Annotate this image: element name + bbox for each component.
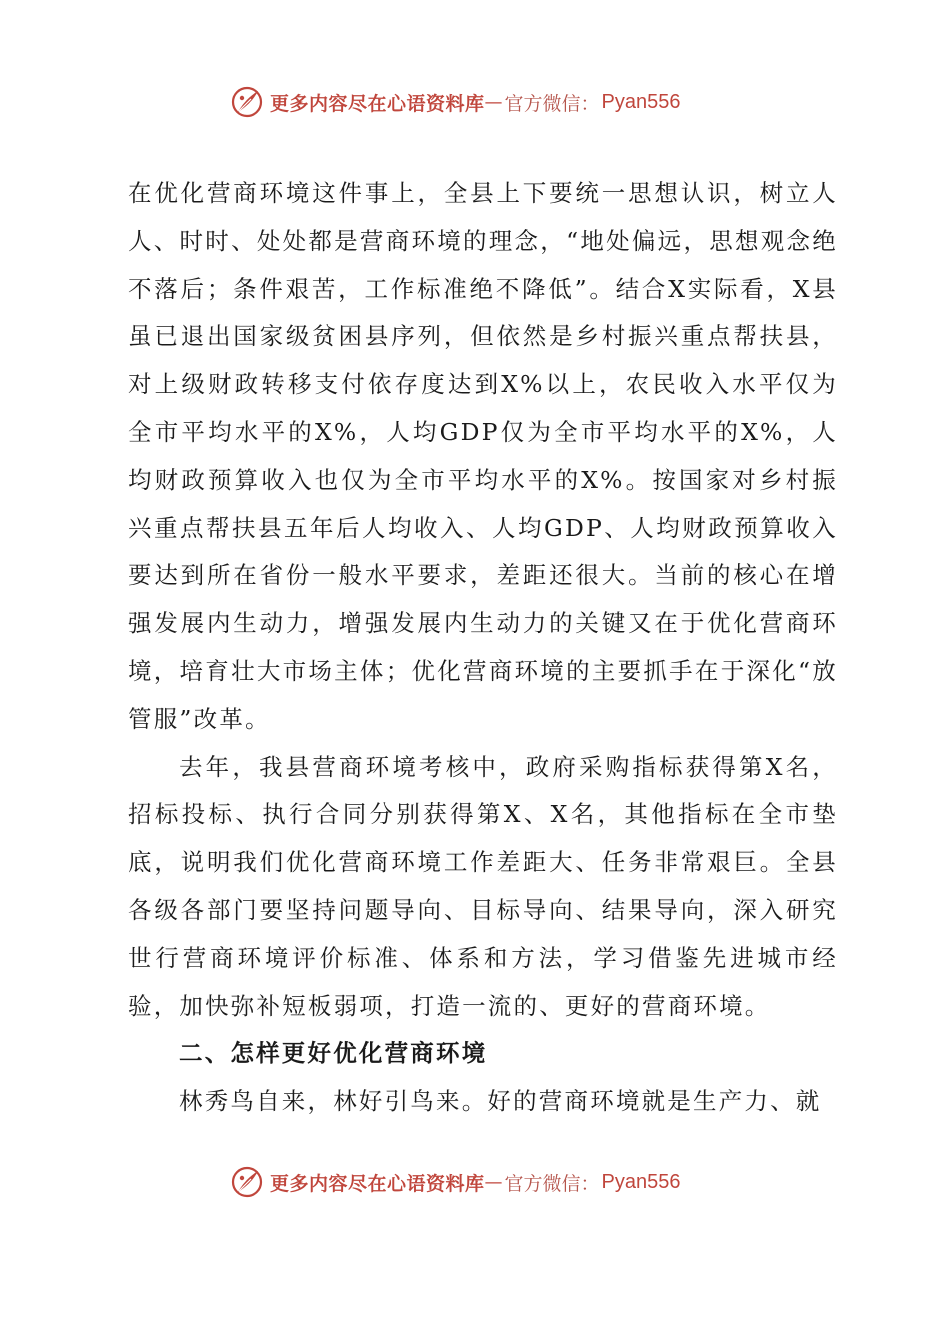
- banner-wechat-id: Pyan556: [601, 1170, 681, 1193]
- document-body: [128, 170, 838, 1126]
- body-paragraph: 在优化营商环境这件事上，全县上下要统一思想认识，树立人人、时时、处处都是营商环境的理念，“地处偏远，思想观念绝不落后；条件艰苦，工作标准绝不降低”。结合X实际看，X县虽已退出国家级贫困县序列，但依然是乡村振兴重点帮扶县，对上级财政转移支付依存度达到X%以上，农民收入水平仅为全市平均水平的X%，人均GDP仅为全市平均水平的X%，人均财政预算收入也仅为全市平均水平的X%。按国家对乡村振兴重点帮扶县五年后人均收入、人均GDP、人均财政预算收入要达到所在省份一般水平要求，差距还很大。当前的核心在增强发展内生动力，增强发展内生动力的关键又在于优化营商环境，培育壮大市场主体；优化营商环境的主要抓手在于深化“放管服”改革。: [128, 179, 838, 733]
- banner-wechat-id: Pyan556: [601, 90, 681, 113]
- body-paragraph: 去年，我县营商环境考核中，政府采购指标获得第X名，招标投标、执行合同分别获得第X、X名，其他指标在全市垫底，说明我们优化营商环境工作差距大、任务非常艰巨。全县各级各部门要坚持问题导向、目标导向、结果导向，深入研究世行营商环境评价标准、体系和方法，学习借鉴先进城市经验，加快弥补短板弱项，打造一流的、更好的营商环境。: [128, 752, 838, 1020]
- header-watermark-banner: [230, 82, 750, 122]
- banner-separator: —: [484, 91, 503, 113]
- body-paragraph: 林秀鸟自来，林好引鸟来。好的营商环境就是生产力、就: [179, 1087, 822, 1116]
- banner-wechat-label: 官方微信：: [504, 92, 600, 115]
- footer-watermark-banner: [230, 1162, 750, 1202]
- section-heading: 二、怎样更好优化营商环境: [179, 1039, 488, 1068]
- quill-pen-logo-icon: [230, 85, 264, 119]
- banner-separator: —: [484, 1171, 503, 1193]
- banner-wechat-label: 官方微信：: [504, 1172, 600, 1195]
- banner-main-text: 更多内容尽在心语资料库: [270, 1172, 485, 1195]
- banner-main-text: 更多内容尽在心语资料库: [270, 92, 485, 115]
- quill-pen-logo-icon: [230, 1165, 264, 1199]
